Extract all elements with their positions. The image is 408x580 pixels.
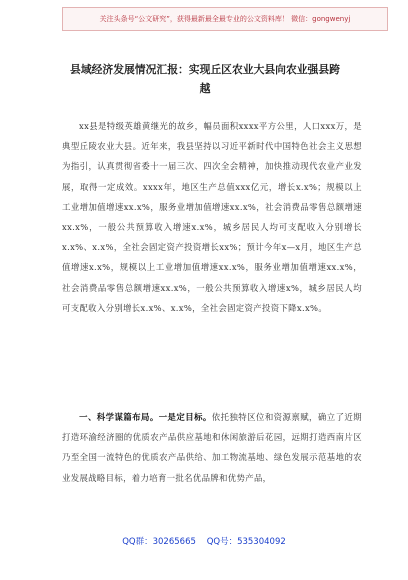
document-title-line1: 县域经济发展情况汇报：实现丘区农业大县向农业强县跨 [70,63,340,76]
footer [0,535,408,547]
intro-paragraph [62,116,362,318]
header-banner: 关注头条号“公文研究”，获得最新最全最专业的公文资料库！ 微信：gongwenyj [62,7,388,31]
section1-body: 依托独特区位和资源禀赋，确立了近期打造环渝经济圈的优质农产品供应基地和休闲旅游后花园，远期打造西南片区乃至全国一流特色的优质农产品供给、加工物流基地、绿色发展示范基地的农业发展战略目标，着力培育一批名优品牌和优势产品， [62,412,363,483]
section1-lead: 一、科学谋篇布局。一是定目标。 [79,412,212,422]
intro-paragraph-text: xx县是特级英雄黄继光的故乡，幅员面积xxxx平方公里，人口xxx万，是典型丘陵农业大县。近年来，我县坚持以习近平新时代中国特色社会主义思想为指引，认真贯彻省委十一届三次、四次全会精神，加快推动现代农业产业发展，取得一定成效。xxxx年，地区生产总值xxx亿元，增长x.x%；规模以上工业增加值增速xx.x%，服务业增加值增速xx.x%，社会消费品零售总额增速xx.x%，一般公共预算收入增速x.x%，城乡居民人均可支配收入分别增长x.x%、x.x%，全社会固定资产投资增长xx%；预计今年x—x月，地区生产总值增速x.x%，规模以上工业增加值增速xx.x%，服务业增加值增速xx.x%，社会消费品零售总额增速xx.x%，一般公共预算收入增速x%，城乡居民人均可支配收入分别增长x.x%、x.x%，全社会固定资产投资下降x.x%。 [62,121,362,313]
section1-paragraph [62,407,362,488]
document-title-line2: 越 [199,82,211,95]
footer-qq-group: QQ群：30265665 [122,537,196,547]
footer-qq-number: QQ号：535304092 [206,537,286,547]
